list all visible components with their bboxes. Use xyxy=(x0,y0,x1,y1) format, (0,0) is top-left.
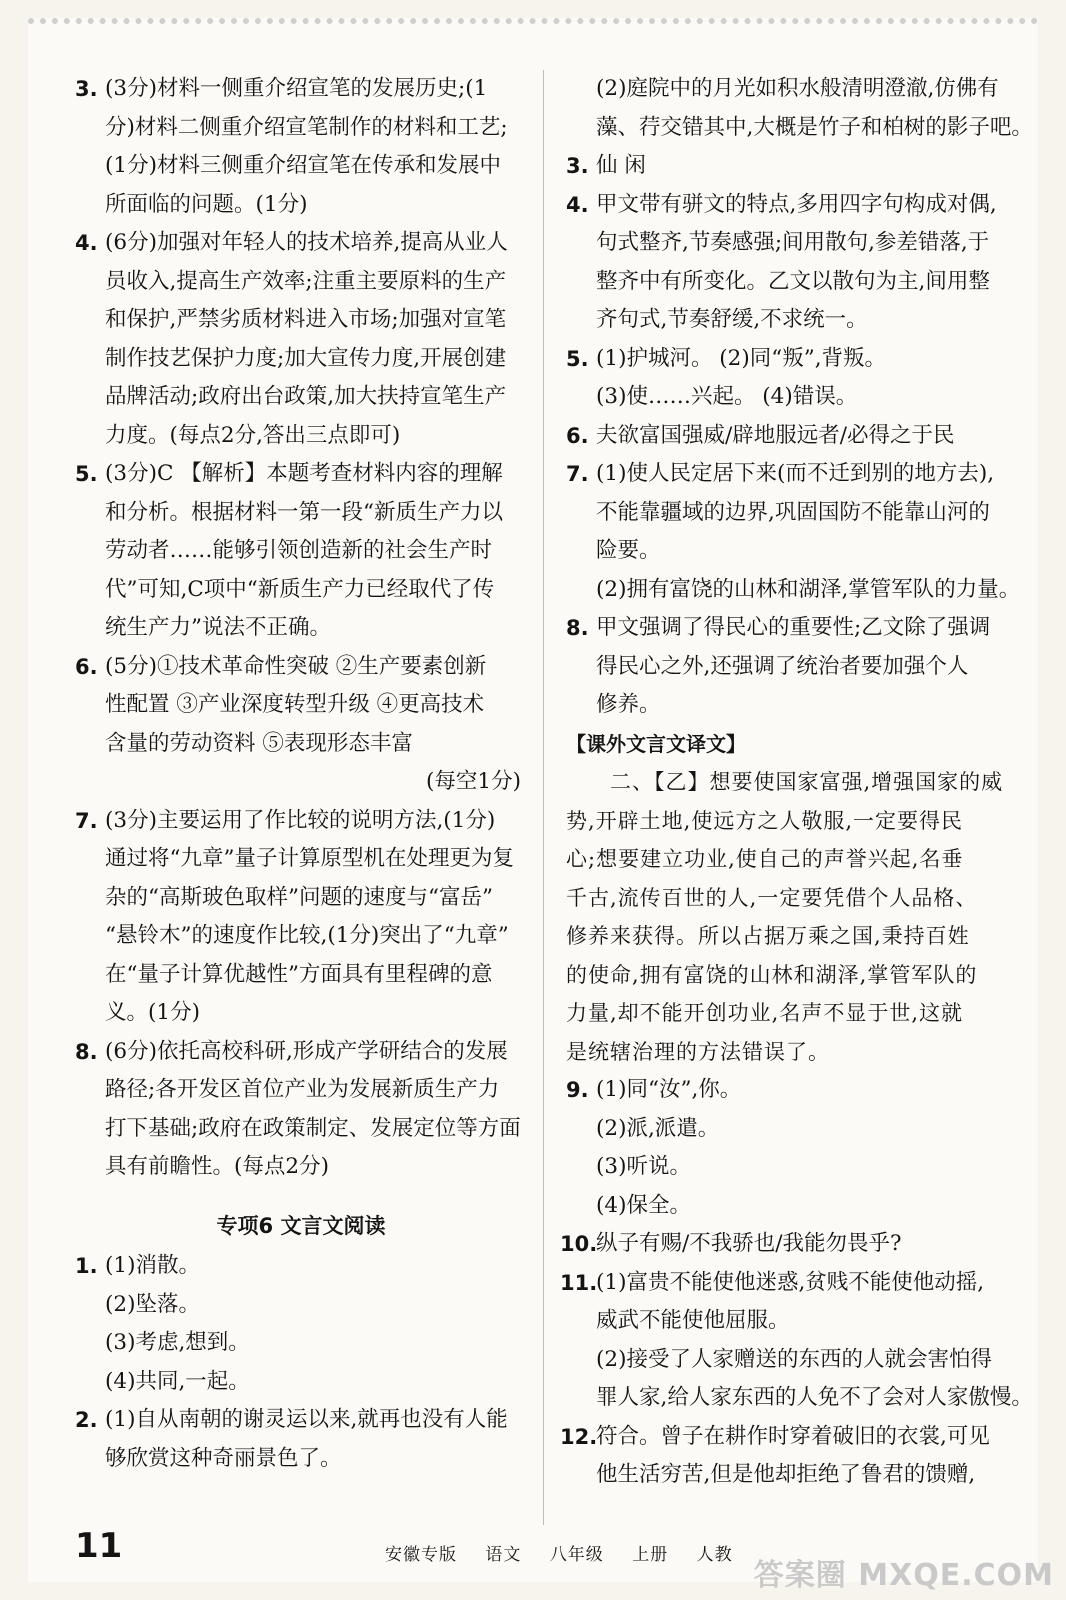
text-line: 力度。(每点2分,答出三点即可) xyxy=(105,422,401,448)
text-line: 齐句式,节奏舒缓,不求统一。 xyxy=(596,307,868,332)
text-line: (2)接受了人家赠送的东西的人就会害怕得 xyxy=(596,1346,992,1372)
text-line: 夫欲富国强威/辟地服远者/必得之于民 xyxy=(596,422,955,448)
text-line: (1)自从南朝的谢灵运以来,就再也没有人能 xyxy=(105,1407,508,1432)
answer-7 xyxy=(75,802,527,1033)
answer-number: 7. xyxy=(566,462,589,486)
answer-8 xyxy=(75,1033,527,1187)
text-line: (2)坠落。 xyxy=(105,1291,200,1317)
text-line: 和保护,严禁劣质材料进入市场;加强对宣笔 xyxy=(105,307,507,332)
classical-answer-6 xyxy=(566,417,1021,456)
text-line: 和分析。根据材料一第一段“新质生产力以 xyxy=(105,499,503,525)
classical-answer-5 xyxy=(566,340,1021,417)
answer-number: 2. xyxy=(75,1408,98,1432)
answer-number: 8. xyxy=(75,1039,98,1064)
translation-line: 的使命,拥有富饶的山林和湖泽,掌管军队的 xyxy=(566,962,978,987)
text-line: 纵子有赐/不我骄也/我能勿畏乎? xyxy=(596,1231,902,1256)
text-line: (2)庭院中的月光如积水般清明澄澈,仿佛有 xyxy=(596,76,999,101)
translation-line: 千古,流传百世的人,一定要凭借个人品格、 xyxy=(566,885,978,910)
text-line: 在“量子计算优越性”方面具有里程碑的意 xyxy=(105,961,493,987)
text-line: 险要。 xyxy=(596,538,661,563)
volume-label: 上册 xyxy=(632,1545,669,1565)
text-line: 杂的“高斯玻色取样”问题的速度与“富岳” xyxy=(105,884,493,910)
text-line: (6分)依托高校科研,形成产学研结合的发展 xyxy=(105,1038,508,1064)
text-line: 威武不能使他屈服。 xyxy=(596,1308,790,1333)
text-line: 义。(1分) xyxy=(105,1000,200,1025)
watermark-logo: 答案圈 MXQE.COM xyxy=(753,1558,1054,1593)
classical-answer-2 xyxy=(75,1401,527,1478)
text-line: (3)使……兴起。 (4)错误。 xyxy=(596,384,858,409)
right-column xyxy=(560,70,1033,1495)
classical-answer-12 xyxy=(560,1418,1021,1495)
text-line: (1)同“汝”,你。 xyxy=(596,1077,742,1102)
text-line: (1)使人民定居下来(而不迁到别的地方去), xyxy=(596,461,995,486)
classical-answer-11 xyxy=(560,1264,1033,1418)
text-line: 句式整齐,节奏感强;间用散句,参差错落,于 xyxy=(596,230,990,255)
section-title: 专项6 文言文阅读 xyxy=(216,1213,386,1238)
text-line: 他生活穷苦,但是他却拒绝了鲁君的馈赠, xyxy=(596,1462,976,1487)
text-line: 含量的劳动资料 ⑤表现形态丰富 xyxy=(105,730,413,756)
text-line: 得民心之外,还强调了统治者要加强个人 xyxy=(596,653,969,679)
classical-answer-8 xyxy=(566,609,1021,725)
text-line: 品牌活动;政府出台政策,加大扶持宣笔生产 xyxy=(105,384,507,409)
text-line: (4)保全。 xyxy=(596,1192,691,1218)
text-line: 藻、荇交错其中,大概是竹子和柏树的影子吧。 xyxy=(596,114,1033,140)
translation-line: 是统辖治理的方法错误了。 xyxy=(566,1039,830,1064)
text-line: 员收入,提高生产效率;注重主要原料的生产 xyxy=(105,268,507,294)
translation-title: 【课外文言文译文】 xyxy=(566,731,746,756)
text-line: (1)富贵不能使他迷惑,贫贱不能使他动摇, xyxy=(596,1269,985,1295)
text-line: (1分)材料三侧重介绍宣笔在传承和发展中 xyxy=(105,153,501,178)
answer-number: 1. xyxy=(75,1254,98,1278)
translation-line: 力量,却不能开创功业,名声不显于世,这就 xyxy=(566,1001,964,1025)
text-line: (6分)加强对年轻人的技术培养,提高从业人 xyxy=(105,230,508,255)
text-line: 具有前瞻性。(每点2分) xyxy=(105,1154,329,1179)
text-line: 整齐中有所变化。乙文以散句为主,间用整 xyxy=(596,268,990,294)
text-line: 分)材料二侧重介绍宣笔制作的材料和工艺; xyxy=(105,114,508,140)
answer-number: 4. xyxy=(566,192,589,217)
publisher-label: 人教 xyxy=(696,1545,733,1565)
classical-answer-3 xyxy=(566,147,1021,186)
text-line: (4)共同,一起。 xyxy=(105,1368,250,1394)
translation-line: 心;想要建立功业,使自己的声誉兴起,名垂 xyxy=(566,847,964,871)
classical-answer-4 xyxy=(566,186,1021,340)
answer-3 xyxy=(75,70,527,224)
book-info xyxy=(385,1540,755,1565)
translation-line: 修养来获得。所以占据万乘之国,秉持百姓 xyxy=(566,924,970,948)
score-note: (每空1分) xyxy=(426,769,521,794)
text-line: (3分)主要运用了作比较的说明方法,(1分) xyxy=(105,807,496,833)
answer-number: 8. xyxy=(566,616,589,640)
edition-label: 安徽专版 xyxy=(385,1545,457,1565)
translation-line: 势,开辟土地,使远方之人敬服,一定要得民 xyxy=(566,808,964,833)
answer-number: 4. xyxy=(75,231,98,255)
classical-answer-2-continued xyxy=(566,70,1033,147)
column-divider xyxy=(543,70,544,1525)
text-line: 修养。 xyxy=(596,692,661,717)
text-line: (5分)①技术革命性突破 ②生产要素创新 xyxy=(105,653,487,679)
answer-number: 3. xyxy=(75,77,98,101)
text-line: 制作技艺保护力度;加大宣传力度,开展创建 xyxy=(105,345,507,371)
answer-number: 6. xyxy=(566,423,589,448)
text-line: 劳动者……能够引领创造新的社会生产时 xyxy=(105,538,493,563)
text-line: (3分)材料一侧重介绍宣笔的发展历史;(1 xyxy=(105,76,488,101)
answer-number: 10. xyxy=(560,1232,598,1256)
text-line: 打下基础;政府在政策制定、发展定位等方面 xyxy=(105,1115,521,1141)
answer-number: 5. xyxy=(75,462,98,486)
text-line: 甲文带有骈文的特点,多用四字句构成对偶, xyxy=(596,191,997,217)
text-line: (3分)C 【解析】本题考查材料内容的理解 xyxy=(105,461,503,486)
answer-number: 12. xyxy=(560,1424,598,1449)
answer-number: 6. xyxy=(75,654,98,679)
text-line: 符合。曾子在耕作时穿着破旧的衣裳,可见 xyxy=(596,1423,990,1449)
text-line: 罪人家,给人家东西的人免不了会对人家傲慢。 xyxy=(596,1385,1033,1410)
classical-answer-1 xyxy=(75,1247,527,1401)
answer-number: 7. xyxy=(75,808,98,833)
grade-label: 八年级 xyxy=(549,1545,604,1565)
translation-text xyxy=(566,763,1021,1071)
translation-line: 二、【乙】想要使国家富强,增强国家的威 xyxy=(610,770,1004,794)
classical-answer-10 xyxy=(560,1225,1021,1264)
text-line: (2)拥有富饶的山林和湖泽,掌管军队的力量。 xyxy=(596,576,1021,602)
text-line: “悬铃木”的速度作比较,(1分)突出了“九章” xyxy=(105,923,509,948)
page-number: 11 xyxy=(75,1526,123,1566)
answer-4 xyxy=(75,224,527,455)
left-column xyxy=(75,70,527,1478)
answer-number: 5. xyxy=(566,346,589,371)
text-line: (3)考虑,想到。 xyxy=(105,1330,250,1355)
subject-label: 语文 xyxy=(485,1545,522,1565)
classical-answer-7 xyxy=(566,455,1021,609)
text-line: 不能靠疆域的边界,巩固国防不能靠山河的 xyxy=(596,499,990,525)
classical-answer-9 xyxy=(566,1071,1021,1225)
text-line: 通过将“九章”量子计算原型机在处理更为复 xyxy=(105,846,514,871)
text-line: 路径;各开发区首位产业为发展新质生产力 xyxy=(105,1077,500,1102)
text-line: 甲文强调了得民心的重要性;乙文除了强调 xyxy=(596,615,991,640)
answer-number: 11. xyxy=(560,1270,598,1295)
text-line: 够欣赏这种奇丽景色了。 xyxy=(105,1445,342,1471)
answer-number: 3. xyxy=(566,154,589,178)
text-line: (3)听说。 xyxy=(596,1154,691,1179)
text-line: 代”可知,C项中“新质生产力已经取代了传 xyxy=(105,576,495,602)
answer-5 xyxy=(75,455,527,648)
text-line: 仙 闲 xyxy=(596,153,646,178)
text-line: (2)派,派遣。 xyxy=(596,1115,720,1141)
answer-6 xyxy=(75,648,527,802)
text-line: 统生产力”说法不正确。 xyxy=(105,615,331,640)
text-line: (1)护城河。 (2)同“叛”,背叛。 xyxy=(596,345,887,371)
text-line: (1)消散。 xyxy=(105,1253,200,1278)
text-line: 所面临的问题。(1分) xyxy=(105,191,308,217)
answer-number: 9. xyxy=(566,1078,589,1102)
text-line: 性配置 ③产业深度转型升级 ④更高技术 xyxy=(105,692,485,717)
